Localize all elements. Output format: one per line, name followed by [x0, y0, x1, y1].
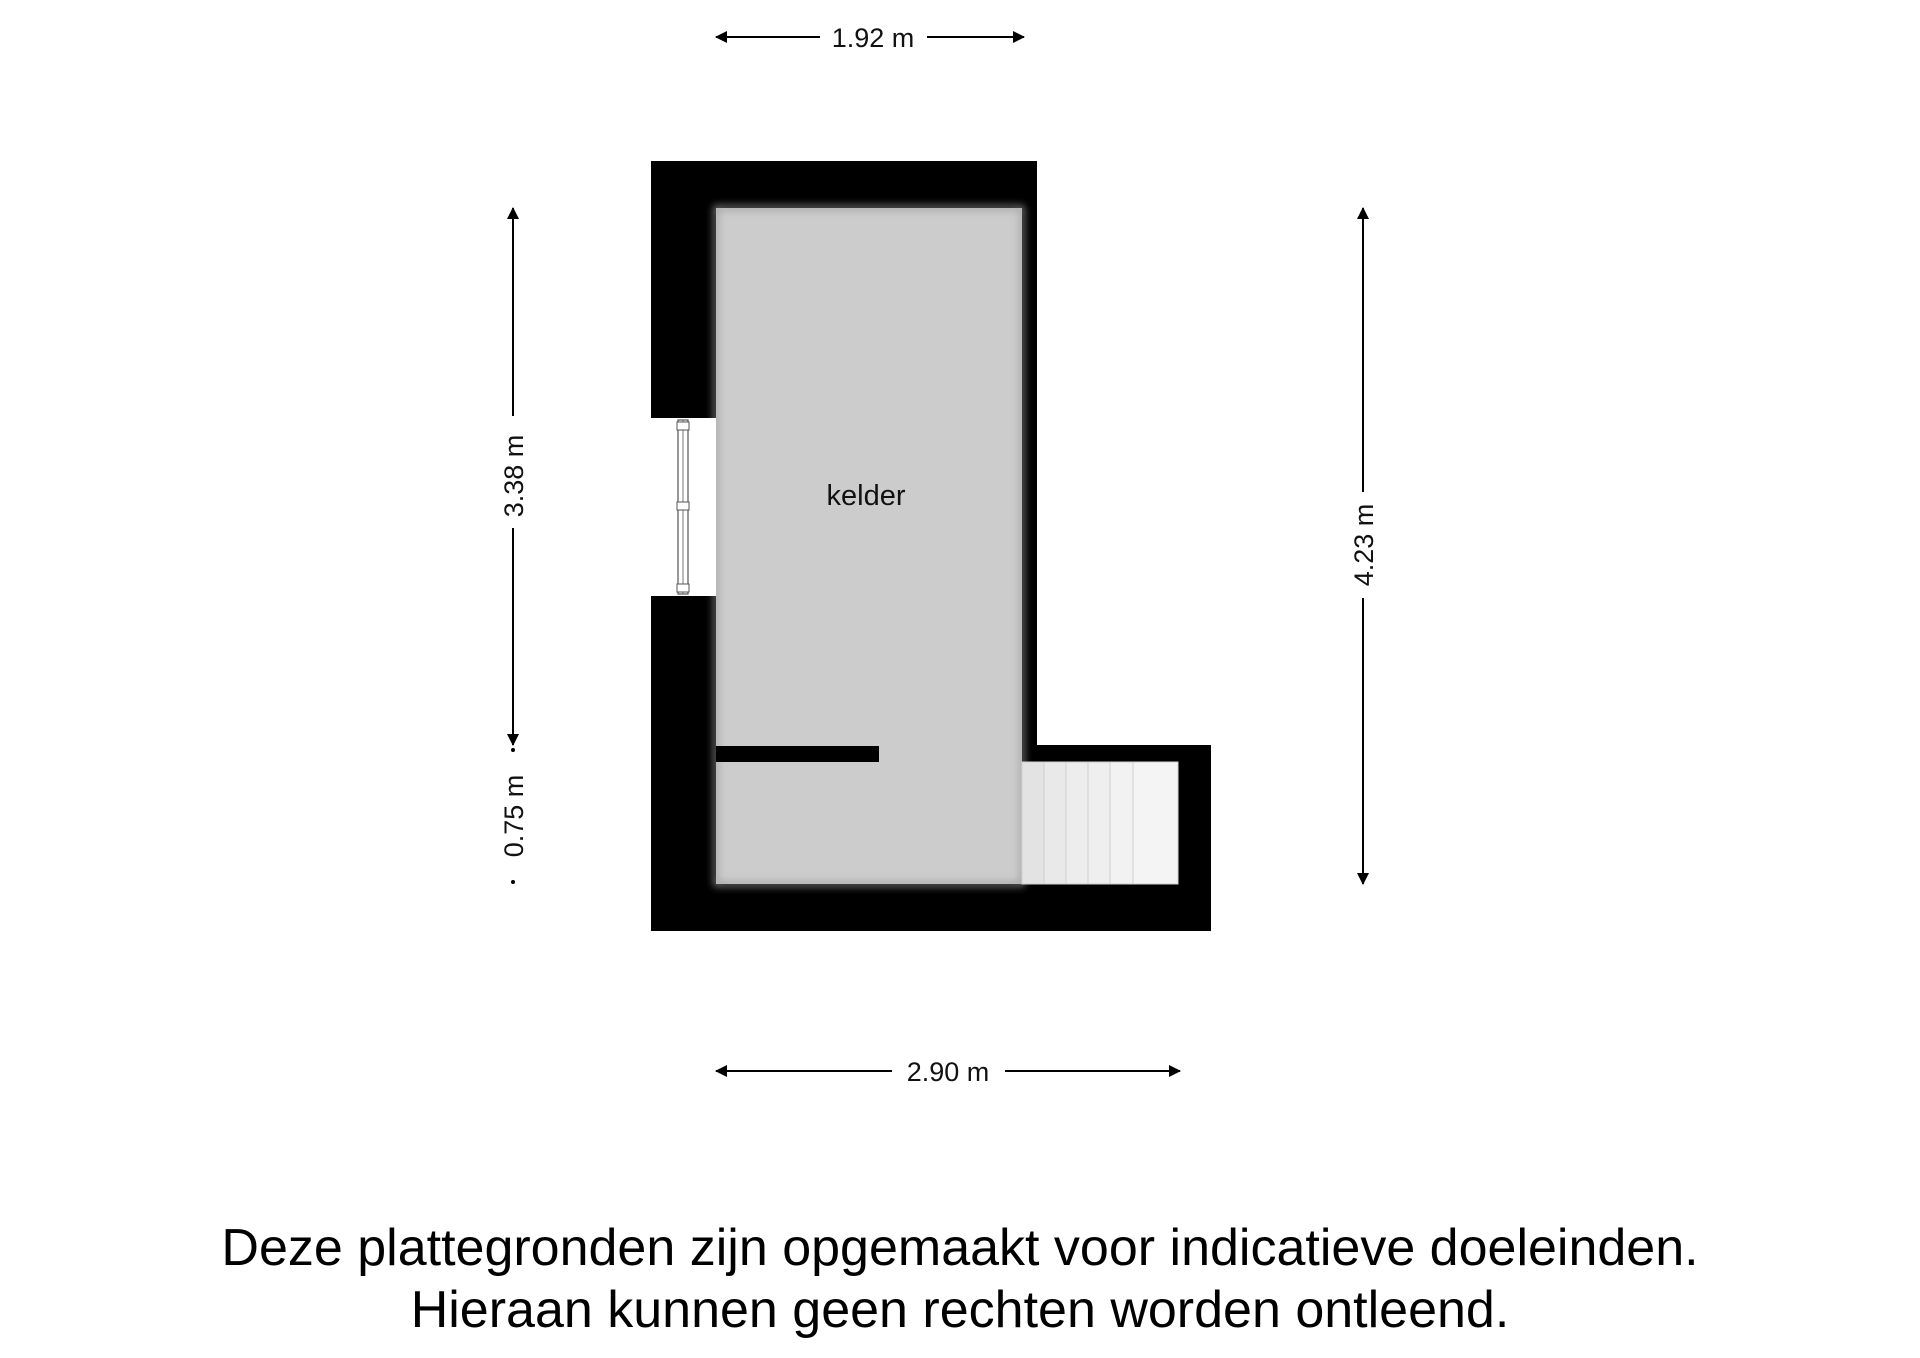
window	[651, 418, 716, 596]
dimension-top-label: 1.92 m	[831, 23, 915, 53]
dimension-right-label: 4.23 m	[1349, 503, 1379, 587]
dimension-left-small	[499, 748, 529, 884]
disclaimer-line-1: Deze plattegronden zijn opgemaakt voor indicatieve doeleinden.	[221, 1219, 1699, 1277]
dimension-left-main	[499, 208, 529, 745]
dimension-left-small-label: 0.75 m	[499, 774, 529, 858]
dimension-right	[1349, 208, 1379, 884]
dimension-bottom-label: 2.90 m	[906, 1057, 990, 1087]
dimension-bottom	[716, 1057, 1180, 1087]
room-floor	[716, 208, 1022, 884]
dimension-left-main-label: 3.38 m	[499, 434, 529, 518]
room-label-kelder: kelder	[826, 480, 906, 512]
disclaimer-line-2: Hieraan kunnen geen rechten worden ontleend.	[410, 1281, 1510, 1339]
partition-wall	[716, 746, 879, 762]
dimension-top	[716, 23, 1024, 53]
staircase	[1022, 762, 1178, 884]
